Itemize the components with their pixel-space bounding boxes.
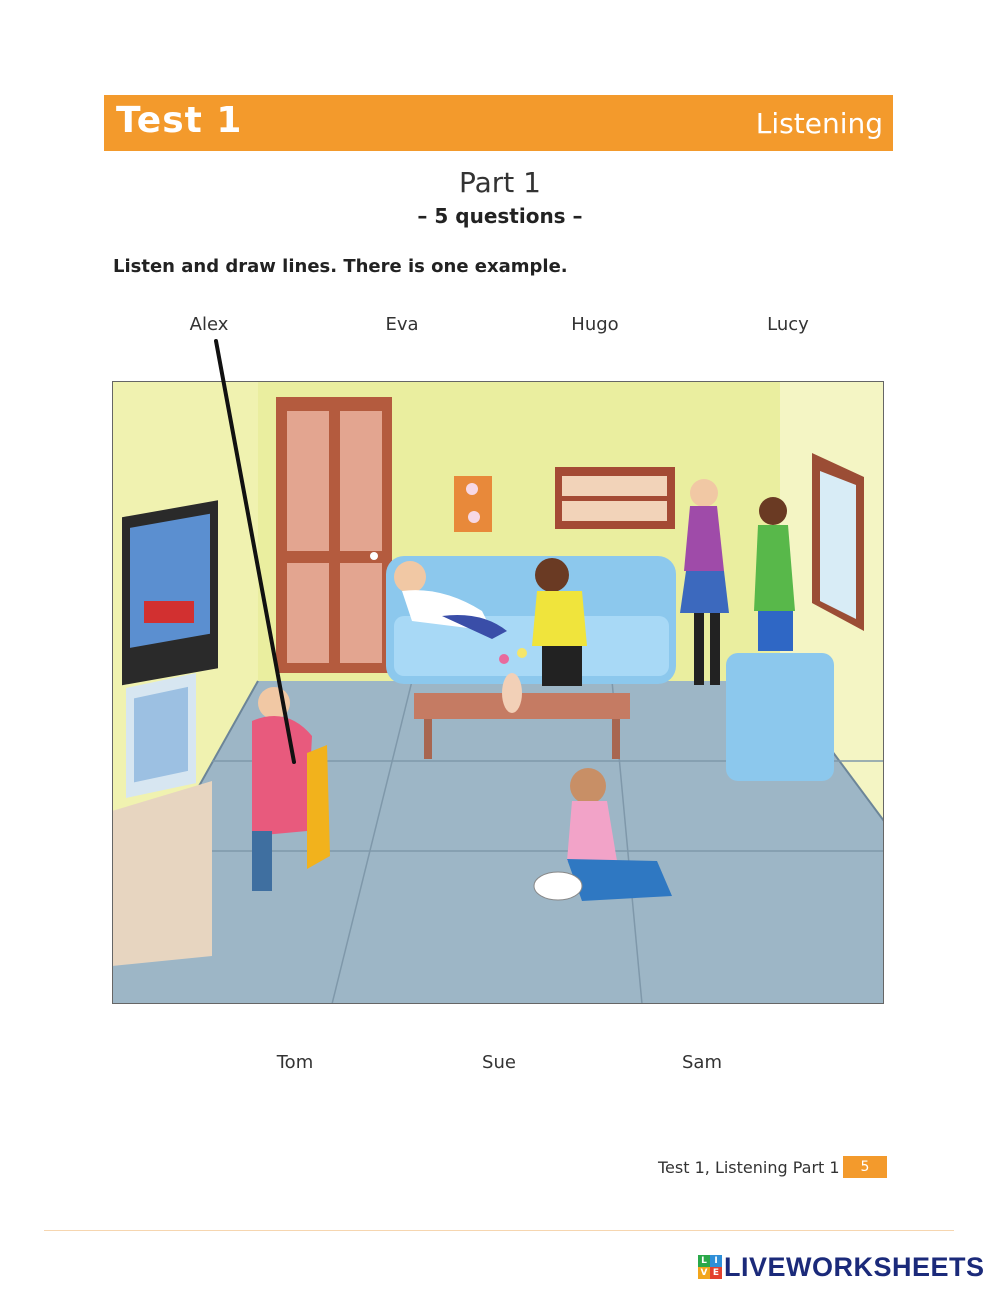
logo-text: LIVEWORKSHEETS — [724, 1251, 985, 1282]
part-subtitle: – 5 questions – — [417, 204, 583, 228]
name-label-alex[interactable]: Alex — [189, 314, 229, 335]
page-number: 5 — [843, 1156, 887, 1178]
section-label: Listening — [755, 107, 883, 140]
logo-mark-icon: L I V E — [698, 1255, 722, 1279]
name-label-eva[interactable]: Eva — [385, 314, 419, 335]
liveworksheets-logo[interactable] — [698, 1252, 985, 1282]
name-label-lucy[interactable]: Lucy — [767, 314, 809, 335]
name-label-hugo[interactable]: Hugo — [571, 314, 619, 335]
footer-label: Test 1, Listening Part 1 — [658, 1158, 840, 1177]
footer-divider — [44, 1230, 954, 1231]
part-title: Part 1 — [459, 166, 541, 199]
name-label-sue[interactable]: Sue — [482, 1052, 516, 1073]
name-label-sam[interactable]: Sam — [682, 1052, 722, 1073]
name-label-tom[interactable]: Tom — [276, 1052, 314, 1073]
instruction-text: Listen and draw lines. There is one example. — [113, 256, 568, 277]
test-title: Test 1 — [116, 100, 243, 141]
